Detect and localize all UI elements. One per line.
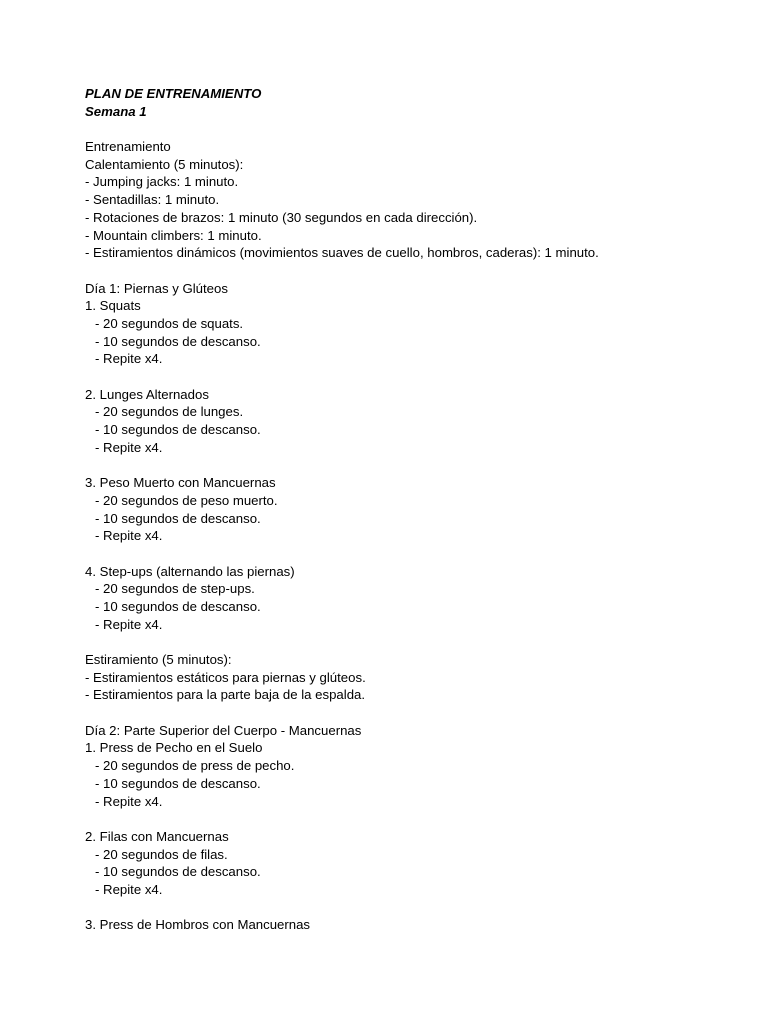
blank-line (85, 899, 725, 917)
indented-text-line: - Repite x4. (95, 351, 163, 367)
blank-line (85, 456, 725, 474)
indented-text-line: - 10 segundos de descanso. (95, 510, 261, 526)
text-line: Estiramiento (5 minutos): (85, 652, 232, 667)
blank-line (85, 262, 725, 280)
indented-text-line: - 20 segundos de press de pecho. (95, 758, 295, 774)
text-line: - Mountain climbers: 1 minuto. (85, 227, 262, 243)
indented-text-line: - 20 segundos de peso muerto. (95, 492, 278, 508)
indented-text-line: - 20 segundos de squats. (95, 315, 244, 331)
text-line: 3. Press de Hombros con Mancuernas (85, 917, 311, 933)
text-line: 2. Lunges Alternados (85, 386, 209, 402)
text-line: Día 2: Parte Superior del Cuerpo - Mancuernas (85, 722, 362, 738)
text-line: Calentamiento (5 minutos): (85, 156, 244, 172)
text-line: - Sentadillas: 1 minuto. (85, 192, 220, 208)
text-line: Día 1: Piernas y Glúteos (85, 280, 228, 296)
blank-line (85, 120, 725, 138)
indented-text-line: - 10 segundos de descanso. (95, 422, 261, 438)
text-line: - Estiramientos para la parte baja de la espalda. (85, 687, 366, 703)
blank-line (85, 368, 725, 386)
blank-line (85, 704, 725, 722)
indented-text-line: - 10 segundos de descanso. (95, 864, 261, 880)
text-line: 4. Step-ups (alternando las piernas) (85, 563, 295, 579)
text-line: 3. Peso Muerto con Mancuernas (85, 475, 276, 491)
indented-text-line: - Repite x4. (95, 439, 163, 455)
blank-line (85, 633, 725, 651)
text-line: 1. Squats (85, 298, 141, 314)
indented-text-line: - 10 segundos de descanso. (95, 598, 261, 614)
indented-text-line: - Repite x4. (95, 793, 163, 809)
document-title: PLAN DE ENTRENAMIENTO (85, 86, 262, 101)
indented-text-line: - 10 segundos de descanso. (95, 333, 261, 349)
text-line: 1. Press de Pecho en el Suelo (85, 740, 263, 756)
indented-text-line: - Repite x4. (95, 881, 163, 897)
text-line: - Estiramientos estáticos para piernas y glúteos. (85, 669, 366, 685)
indented-text-line: - 20 segundos de step-ups. (95, 581, 255, 597)
indented-text-line: - 20 segundos de filas. (95, 846, 228, 862)
indented-text-line: - Repite x4. (95, 528, 163, 544)
document-page (85, 85, 725, 934)
text-line: 2. Filas con Mancuernas (85, 828, 229, 844)
indented-text-line: - 10 segundos de descanso. (95, 775, 261, 791)
text-line: - Estiramientos dinámicos (movimientos suaves de cuello, hombros, caderas): 1 minuto. (85, 245, 599, 261)
text-line: - Rotaciones de brazos: 1 minuto (30 segundos en cada dirección). (85, 209, 478, 225)
document-body (85, 120, 725, 934)
blank-line (85, 810, 725, 828)
indented-text-line: - 20 segundos de lunges. (95, 404, 244, 420)
text-line: Entrenamiento (85, 139, 171, 155)
text-line: - Jumping jacks: 1 minuto. (85, 174, 239, 190)
indented-text-line: - Repite x4. (95, 616, 163, 632)
blank-line (85, 545, 725, 563)
document-subtitle: Semana 1 (85, 103, 147, 119)
